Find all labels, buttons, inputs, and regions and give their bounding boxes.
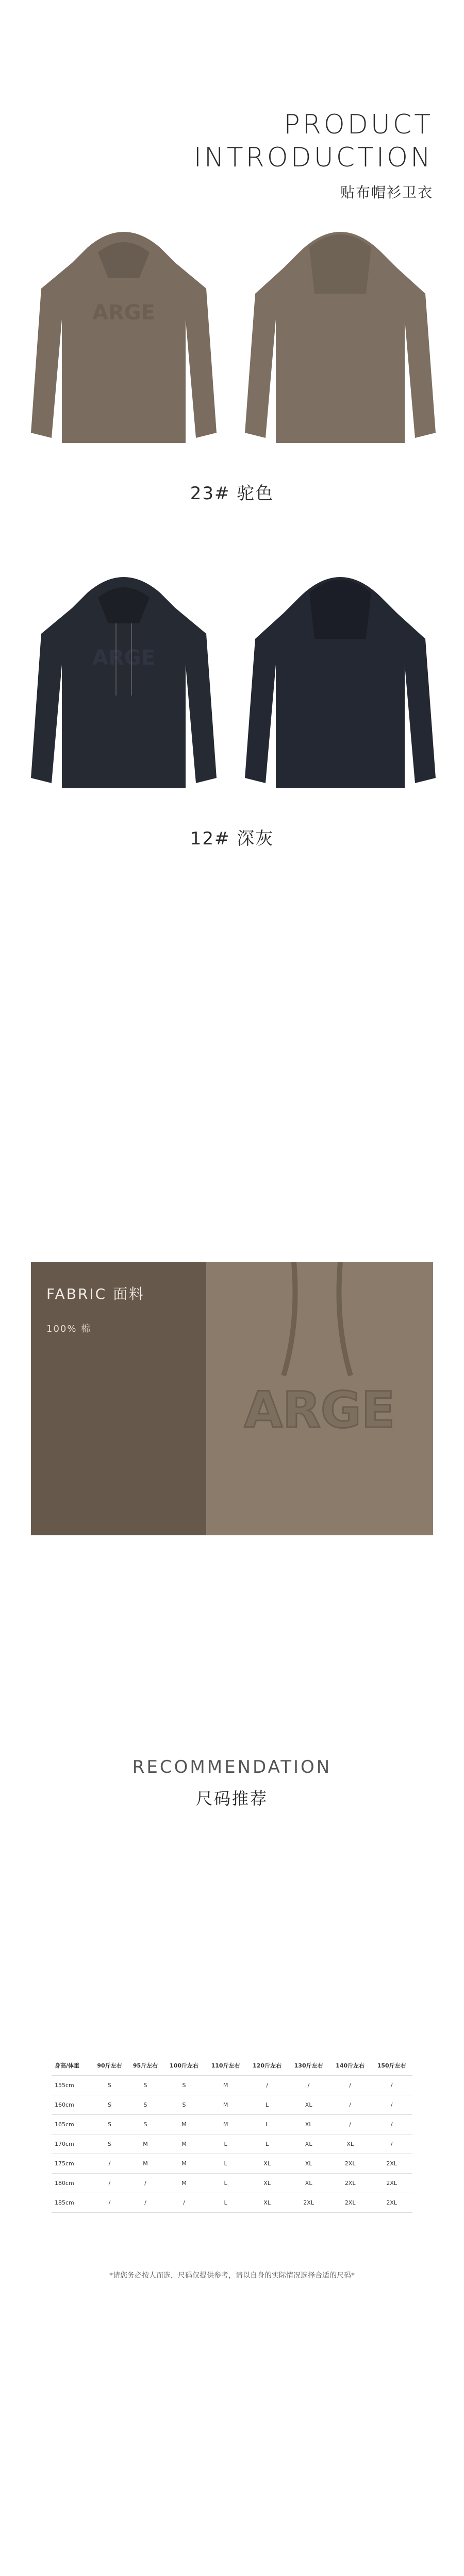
size-header-cell: 150斤左右 bbox=[371, 2056, 412, 2075]
size-value-cell: L bbox=[205, 2154, 246, 2173]
size-value-cell: 2XL bbox=[371, 2173, 412, 2193]
recommendation-title-en: RECOMMENDATION bbox=[132, 1757, 332, 1777]
svg-text:ARGE: ARGE bbox=[244, 1381, 395, 1439]
size-height-cell: 155cm bbox=[52, 2075, 92, 2095]
size-table-row bbox=[52, 2134, 412, 2154]
size-header-cell: 95斤左右 bbox=[127, 2056, 163, 2075]
size-table-header-row bbox=[52, 2056, 412, 2075]
size-value-cell: XL bbox=[246, 2173, 288, 2193]
size-value-cell: / bbox=[92, 2193, 128, 2212]
size-height-cell: 180cm bbox=[52, 2173, 92, 2193]
size-value-cell: / bbox=[127, 2173, 163, 2193]
size-table-row bbox=[52, 2193, 412, 2212]
size-value-cell: 2XL bbox=[371, 2154, 412, 2173]
fabric-swatch-photo bbox=[206, 1262, 433, 1535]
camel-hoodie-back-photo bbox=[237, 216, 443, 459]
size-value-cell: S bbox=[92, 2114, 128, 2134]
size-value-cell: XL bbox=[288, 2114, 329, 2134]
size-value-cell: L bbox=[205, 2173, 246, 2193]
size-value-cell: / bbox=[163, 2193, 205, 2212]
size-value-cell: M bbox=[205, 2075, 246, 2095]
size-value-cell: / bbox=[92, 2173, 128, 2193]
size-value-cell: S bbox=[127, 2114, 163, 2134]
product-header bbox=[194, 108, 433, 202]
camel-color-caption: 23# 驼色 bbox=[190, 483, 274, 504]
header-title-line1: PRODUCT bbox=[284, 109, 433, 140]
size-height-cell: 165cm bbox=[52, 2114, 92, 2134]
camel-hoodie-front-photo bbox=[21, 216, 227, 459]
recommendation-title-zh: 尺码推荐 bbox=[195, 1789, 268, 1808]
size-value-cell: L bbox=[205, 2134, 246, 2154]
size-value-cell: / bbox=[329, 2114, 371, 2134]
size-value-cell: / bbox=[371, 2114, 412, 2134]
size-value-cell: S bbox=[92, 2134, 128, 2154]
size-value-cell: M bbox=[205, 2114, 246, 2134]
size-value-cell: 2XL bbox=[288, 2193, 329, 2212]
size-height-cell: 185cm bbox=[52, 2193, 92, 2212]
size-value-cell: S bbox=[163, 2095, 205, 2114]
size-table bbox=[52, 2056, 412, 2213]
product-name: 贴布帽衫卫衣 bbox=[340, 184, 433, 201]
header-title-line2: INTRODUCTION bbox=[193, 142, 433, 173]
size-header-cell: 110斤左右 bbox=[205, 2056, 246, 2075]
svg-text:ARGE: ARGE bbox=[92, 646, 155, 670]
size-value-cell: 2XL bbox=[329, 2173, 371, 2193]
size-value-cell: XL bbox=[329, 2134, 371, 2154]
size-value-cell: L bbox=[246, 2095, 288, 2114]
fabric-title: FABRIC 面料 bbox=[46, 1285, 145, 1302]
size-value-cell: / bbox=[371, 2075, 412, 2095]
size-value-cell: L bbox=[205, 2193, 246, 2212]
size-header-cell: 120斤左右 bbox=[246, 2056, 288, 2075]
size-value-cell: XL bbox=[288, 2154, 329, 2173]
size-value-cell: M bbox=[163, 2114, 205, 2134]
size-value-cell: L bbox=[246, 2134, 288, 2154]
size-value-cell: M bbox=[127, 2134, 163, 2154]
size-table-row bbox=[52, 2075, 412, 2095]
size-value-cell: M bbox=[163, 2154, 205, 2173]
fabric-closeup-image bbox=[206, 1262, 433, 1535]
size-header-cell: 身高/体重 bbox=[52, 2056, 92, 2075]
size-table-row bbox=[52, 2173, 412, 2193]
size-value-cell: 2XL bbox=[329, 2154, 371, 2173]
size-value-cell: / bbox=[288, 2075, 329, 2095]
size-value-cell: S bbox=[127, 2075, 163, 2095]
navy-hoodie-front-photo bbox=[21, 562, 227, 804]
size-value-cell: S bbox=[127, 2095, 163, 2114]
size-value-cell: M bbox=[205, 2095, 246, 2114]
size-value-cell: S bbox=[163, 2075, 205, 2095]
svg-text:ARGE: ARGE bbox=[92, 301, 155, 325]
size-value-cell: S bbox=[92, 2095, 128, 2114]
size-value-cell: S bbox=[92, 2075, 128, 2095]
size-table-row bbox=[52, 2114, 412, 2134]
size-height-cell: 170cm bbox=[52, 2134, 92, 2154]
size-value-cell: / bbox=[329, 2075, 371, 2095]
size-header-cell: 130斤左右 bbox=[288, 2056, 329, 2075]
size-value-cell: L bbox=[246, 2114, 288, 2134]
fabric-composition: 100% 棉 bbox=[46, 1324, 92, 1334]
size-value-cell: / bbox=[92, 2154, 128, 2173]
size-value-cell: XL bbox=[288, 2095, 329, 2114]
size-value-cell: / bbox=[246, 2075, 288, 2095]
size-table-row bbox=[52, 2095, 412, 2114]
size-header-cell: 140斤左右 bbox=[329, 2056, 371, 2075]
navy-color-caption: 12# 深灰 bbox=[190, 828, 274, 849]
size-note: *请您务必按人而选，尺码仅提供参考，请以自身的实际情况选择合适的尺码* bbox=[109, 2272, 355, 2280]
size-value-cell: 2XL bbox=[329, 2193, 371, 2212]
size-value-cell: / bbox=[127, 2193, 163, 2212]
size-value-cell: / bbox=[371, 2095, 412, 2114]
size-value-cell: M bbox=[163, 2134, 205, 2154]
size-value-cell: XL bbox=[246, 2193, 288, 2212]
size-height-cell: 160cm bbox=[52, 2095, 92, 2114]
size-value-cell: 2XL bbox=[371, 2193, 412, 2212]
size-value-cell: M bbox=[163, 2173, 205, 2193]
size-value-cell: XL bbox=[246, 2154, 288, 2173]
size-table-row bbox=[52, 2154, 412, 2173]
fabric-panel bbox=[31, 1262, 433, 1535]
size-value-cell: XL bbox=[288, 2173, 329, 2193]
navy-hoodie-back-photo bbox=[237, 562, 443, 804]
size-header-cell: 90斤左右 bbox=[92, 2056, 128, 2075]
size-value-cell: XL bbox=[288, 2134, 329, 2154]
size-value-cell: / bbox=[371, 2134, 412, 2154]
size-height-cell: 175cm bbox=[52, 2154, 92, 2173]
size-value-cell: M bbox=[127, 2154, 163, 2173]
size-header-cell: 100斤左右 bbox=[163, 2056, 205, 2075]
size-value-cell: / bbox=[329, 2095, 371, 2114]
